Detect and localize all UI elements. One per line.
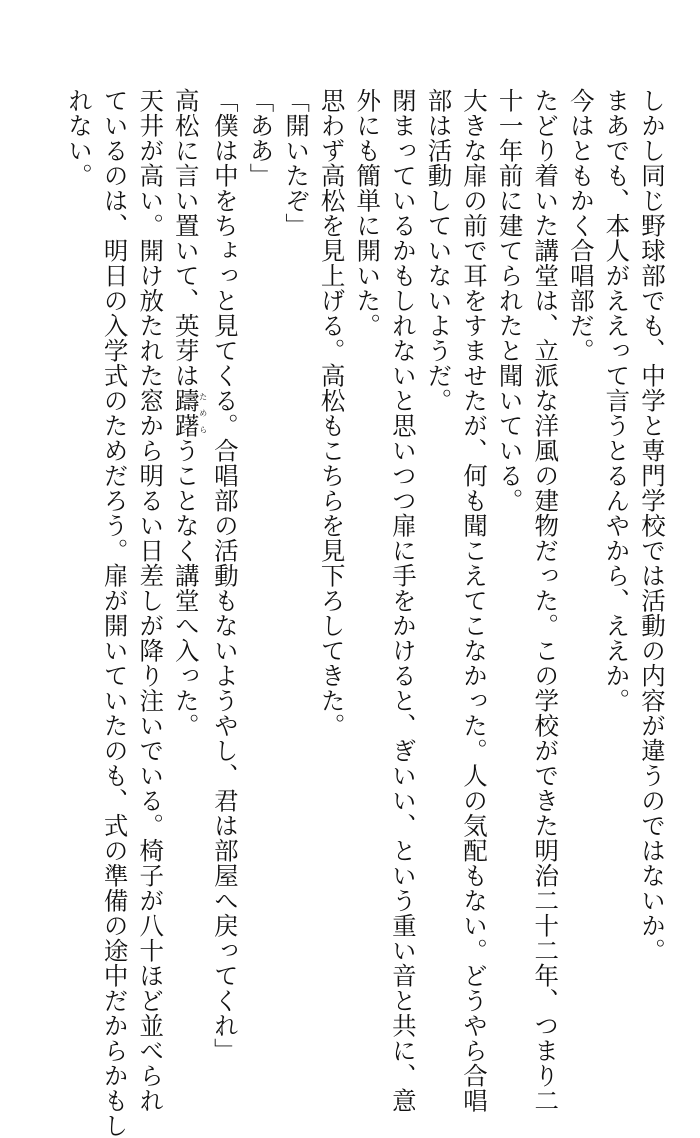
text-line-15: ているのは、明日の入学式のためだろう。扉が開いていたのも、式の準備の途中だからかもし [100,88,130,1138]
text-line-ruby [168,88,207,988]
text-line-8: 閉まっているかもしれないと思いつつ扉に手をかけると、ぎいい、という重い音と共に、意 [388,88,418,1113]
furigana-reading: ためら [198,388,208,438]
ruby-base-text: 躊躇 [171,388,201,438]
text-line-7: 部は活動していないようだ。 [424,88,454,413]
text-line-1: しかし同じ野球部でも、中学と専門学校では活動の内容が違うのではないか。 [638,88,667,963]
vertical-text-body [61,88,670,1138]
dialogue-line-1: 「開いたぞ」 [282,88,312,238]
ruby-line-after: うことなく講堂へ入った。 [171,438,201,738]
furigana-word [171,388,208,438]
text-line-14: 天井が高い。開け放たれた窓から明るい日差しが降り注いでいる。椅子が八十ほど並べられ [136,88,166,1113]
dialogue-line-3: 「僕は中をちょっと見てくる。合唱部の活動もないようやし、君は部屋へ戻ってくれ」 [210,88,240,1063]
text-line-16: れない。 [65,88,94,188]
dialogue-line-2: 「ああ」 [246,88,276,188]
ruby-line-before: 高松に言い置いて、英芽は [171,88,201,388]
text-line-9: 外にも簡単に開いた。 [353,88,383,338]
text-line-6: 大きな扉の前で耳をすませたが、何も聞こえてこなかった。人の気配もない。どうやら合唱 [460,88,490,1113]
text-line-2: まあでも、本人がええって言うとるんやから、ええか。 [602,88,632,713]
text-line-5: 十一年前に建てられたと聞いている。 [495,88,525,513]
text-line-10: 思わず高松を見上げる。高松もこちらを見下ろしてきた。 [317,88,347,738]
text-line-4: たどり着いた講堂は、立派な洋風の建物だった。この学校ができた明治二十二年、つまり二 [531,88,561,1113]
text-line-3: 今はともかく合唱部だ。 [566,88,596,363]
